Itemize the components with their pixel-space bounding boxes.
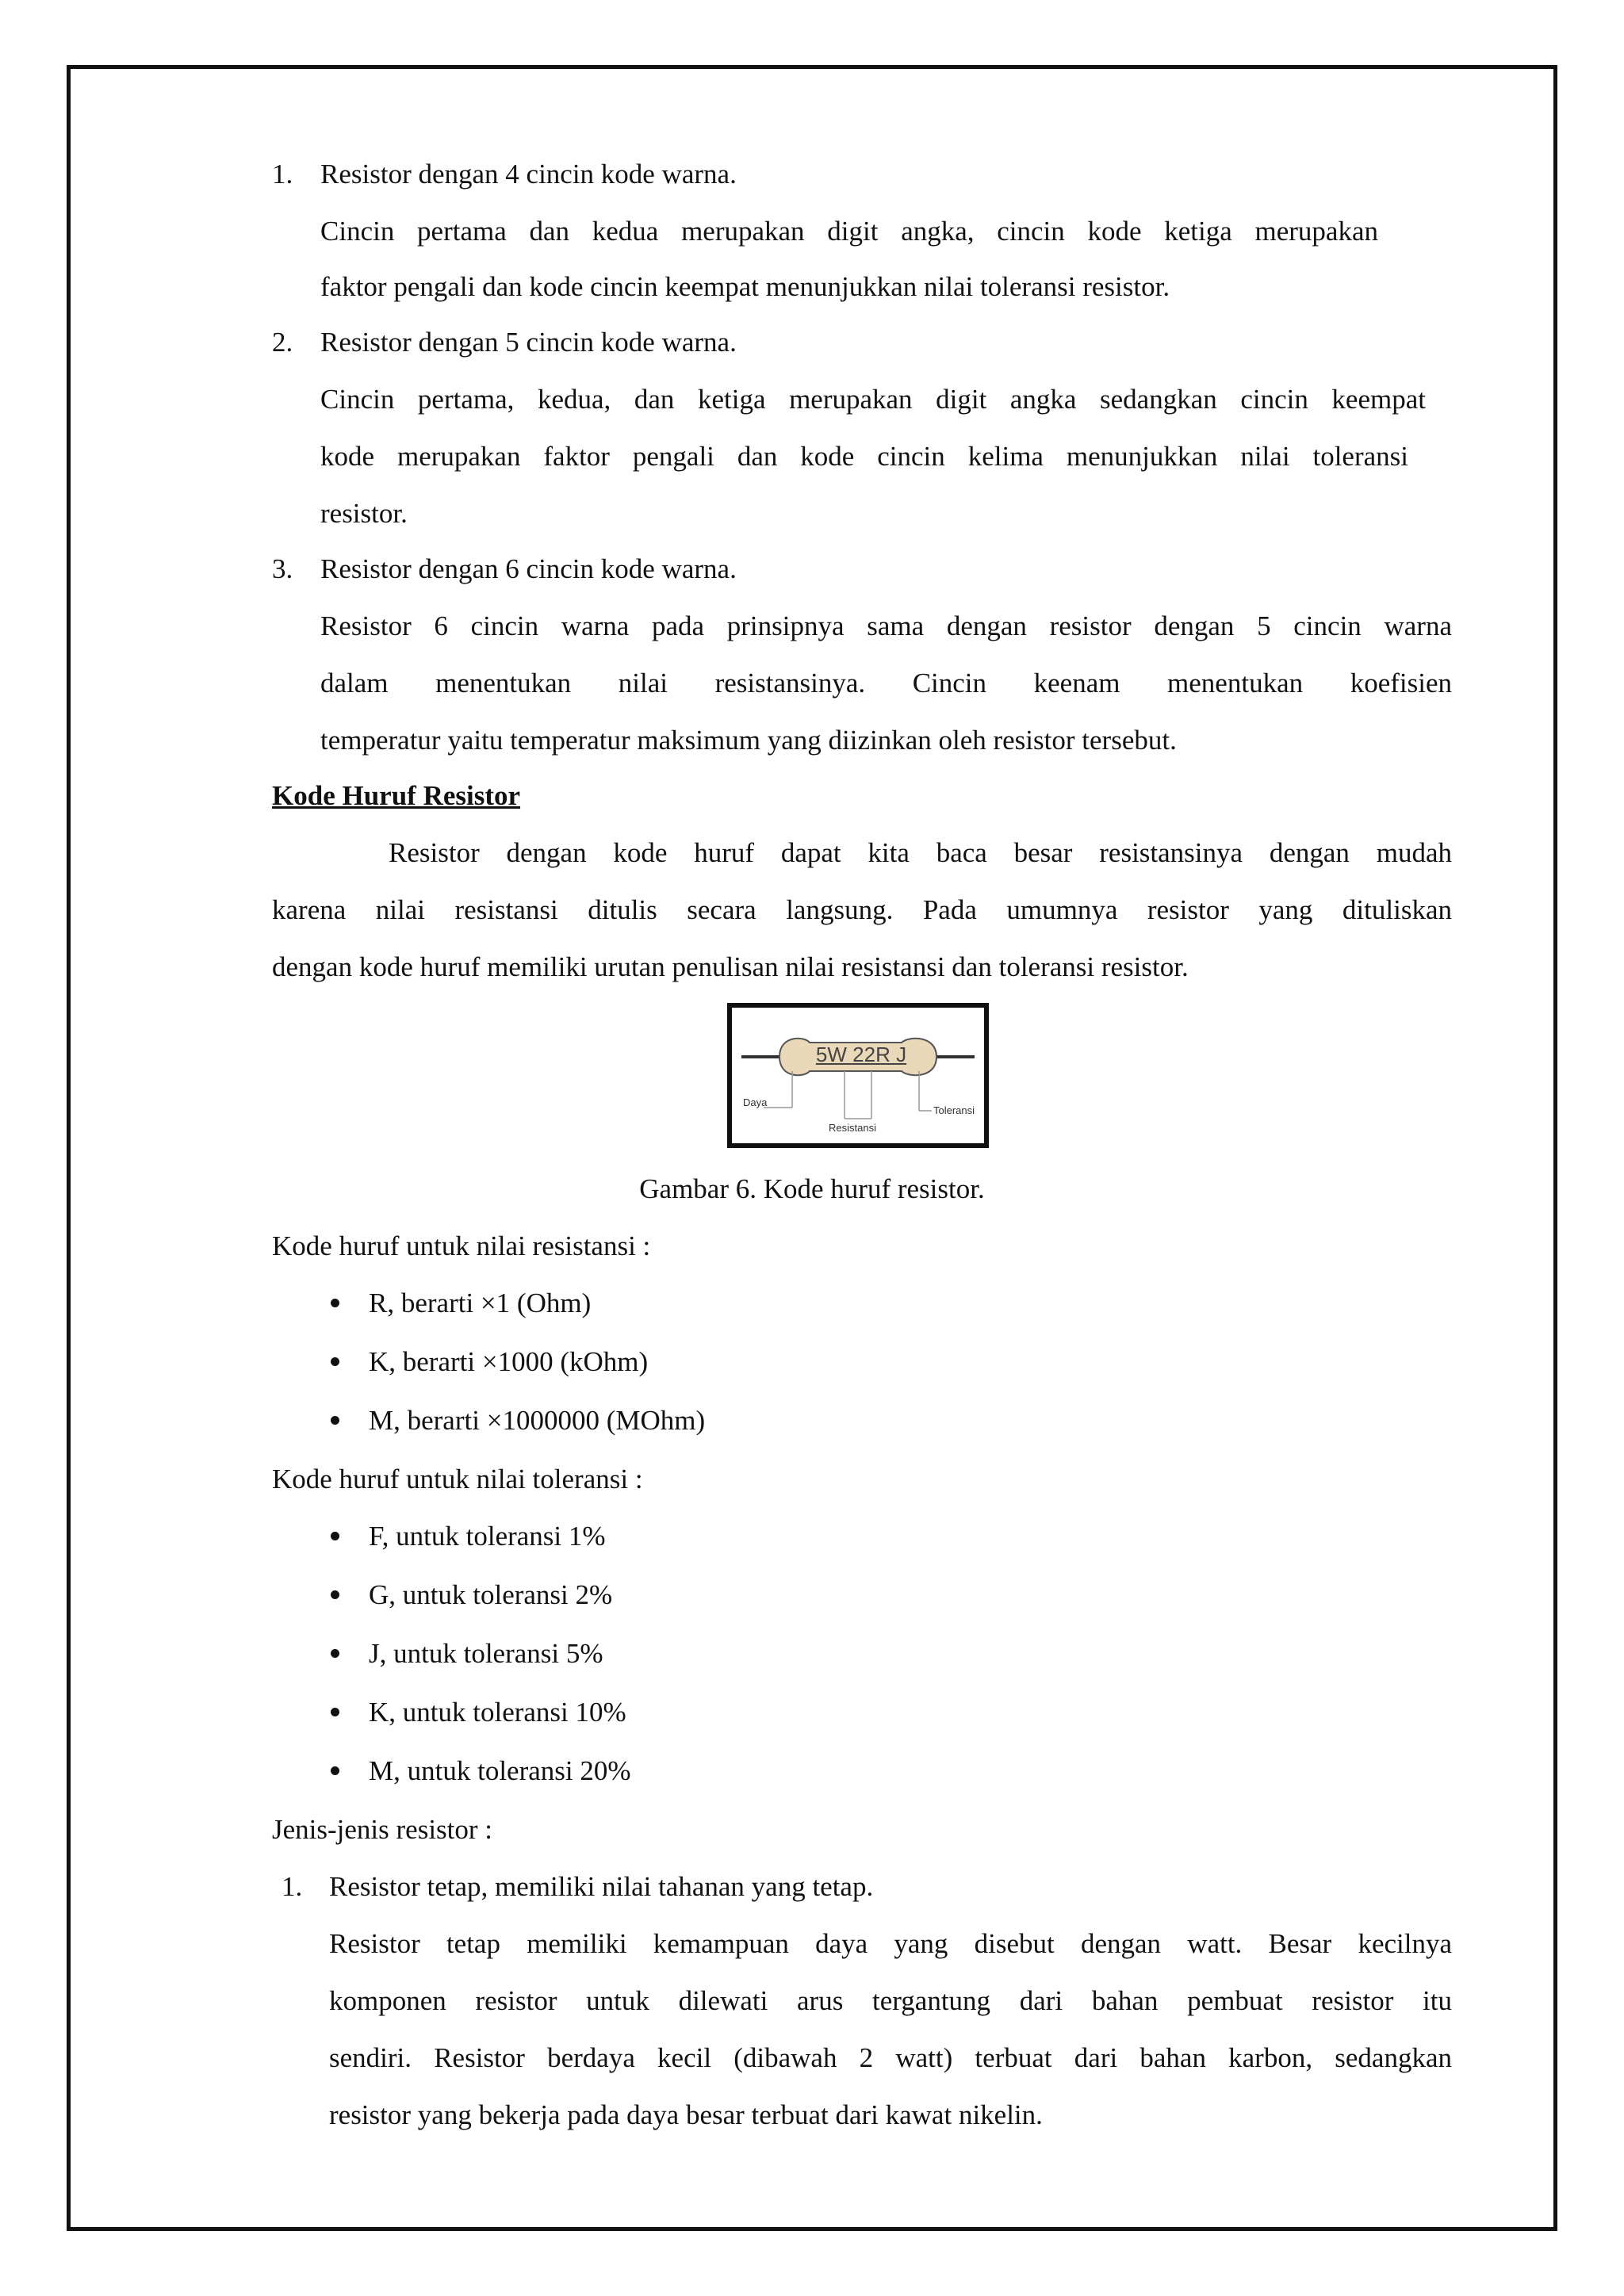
list-item: M, untuk toleransi 20% xyxy=(369,1755,631,1786)
list-item-text: komponen resistor untuk dilewati arus tergantung dari bahan pembuat resistor itu xyxy=(329,1985,1452,2016)
list-item-number: 3. xyxy=(272,553,293,584)
resistance-intro: Kode huruf untuk nilai resistansi : xyxy=(272,1230,651,1261)
bullet-icon xyxy=(331,1532,339,1540)
paragraph-line: Resistor dengan kode huruf dapat kita baca besar resistansinya dengan mudah xyxy=(389,837,1452,868)
bullet-icon xyxy=(331,1357,339,1366)
list-item-number: 1. xyxy=(272,159,293,189)
list-item-text: sendiri. Resistor berdaya kecil (dibawah 2 watt) terbuat dari bahan karbon, sedangkan xyxy=(329,2042,1452,2073)
list-item-number: 1. xyxy=(282,1871,303,1902)
bullet-icon xyxy=(331,1590,339,1599)
label-resistance: Resistansi xyxy=(829,1122,876,1134)
bullet-icon xyxy=(331,1649,339,1658)
paragraph-line: karena nilai resistansi ditulis secara langsung. Pada umumnya resistor yang dituliskan xyxy=(272,894,1452,925)
list-item-number: 2. xyxy=(272,327,293,358)
list-item-text: temperatur yaitu temperatur maksimum yang diizinkan oleh resistor tersebut. xyxy=(320,725,1177,756)
list-item-text: Resistor tetap memiliki kemampuan daya yang disebut dengan watt. Besar kecilnya xyxy=(329,1928,1452,1959)
list-item-text: resistor yang bekerja pada daya besar terbuat dari kawat nikelin. xyxy=(329,2099,1043,2130)
label-tolerance: Toleransi xyxy=(933,1104,975,1116)
list-item-text: Cincin pertama dan kedua merupakan digit angka, cincin kode ketiga merupakan xyxy=(320,216,1378,247)
list-item: J, untuk toleransi 5% xyxy=(369,1638,603,1669)
list-item-text: resistor. xyxy=(320,498,408,529)
list-item: K, berarti ×1000 (kOhm) xyxy=(369,1346,649,1377)
list-item: G, untuk toleransi 2% xyxy=(369,1579,613,1610)
list-item-text: Resistor 6 cincin warna pada prinsipnya sama dengan resistor dengan 5 cincin warna xyxy=(320,610,1452,641)
label-power: Daya xyxy=(743,1096,768,1108)
paragraph-line: dengan kode huruf memiliki urutan penulisan nilai resistansi dan toleransi resistor. xyxy=(272,951,1189,982)
list-item: R, berarti ×1 (Ohm) xyxy=(369,1288,592,1318)
list-item-text: Cincin pertama, kedua, dan ketiga merupakan digit angka sedangkan cincin keempat xyxy=(320,384,1426,415)
list-item-text: faktor pengali dan kode cincin keempat menunjukkan nilai toleransi resistor. xyxy=(320,271,1170,302)
list-item-text: dalam menentukan nilai resistansinya. Cincin keenam menentukan koefisien xyxy=(320,668,1452,698)
list-item-title: Resistor dengan 6 cincin kode warna. xyxy=(320,553,737,584)
list-item-title: Resistor dengan 5 cincin kode warna. xyxy=(320,327,737,358)
types-intro: Jenis-jenis resistor : xyxy=(272,1814,493,1845)
list-item: F, untuk toleransi 1% xyxy=(369,1521,606,1552)
section-heading: Kode Huruf Resistor xyxy=(272,780,521,811)
list-item: M, berarti ×1000000 (MOhm) xyxy=(369,1405,706,1436)
figure-caption: Gambar 6. Kode huruf resistor. xyxy=(639,1173,985,1204)
resistor-code-text: 5W 22R J xyxy=(815,1043,907,1066)
bullet-icon xyxy=(331,1299,339,1307)
list-item: K, untuk toleransi 10% xyxy=(369,1697,626,1728)
list-item-title: Resistor dengan 4 cincin kode warna. xyxy=(320,159,737,189)
resistor-code-figure xyxy=(727,1003,989,1148)
bullet-icon xyxy=(331,1416,339,1425)
list-item-text: kode merupakan faktor pengali dan kode cincin kelima menunjukkan nilai toleransi xyxy=(320,441,1408,472)
bullet-icon xyxy=(331,1708,339,1716)
tolerance-intro: Kode huruf untuk nilai toleransi : xyxy=(272,1464,643,1494)
bullet-icon xyxy=(331,1766,339,1775)
list-item-title: Resistor tetap, memiliki nilai tahanan yang tetap. xyxy=(329,1871,874,1902)
